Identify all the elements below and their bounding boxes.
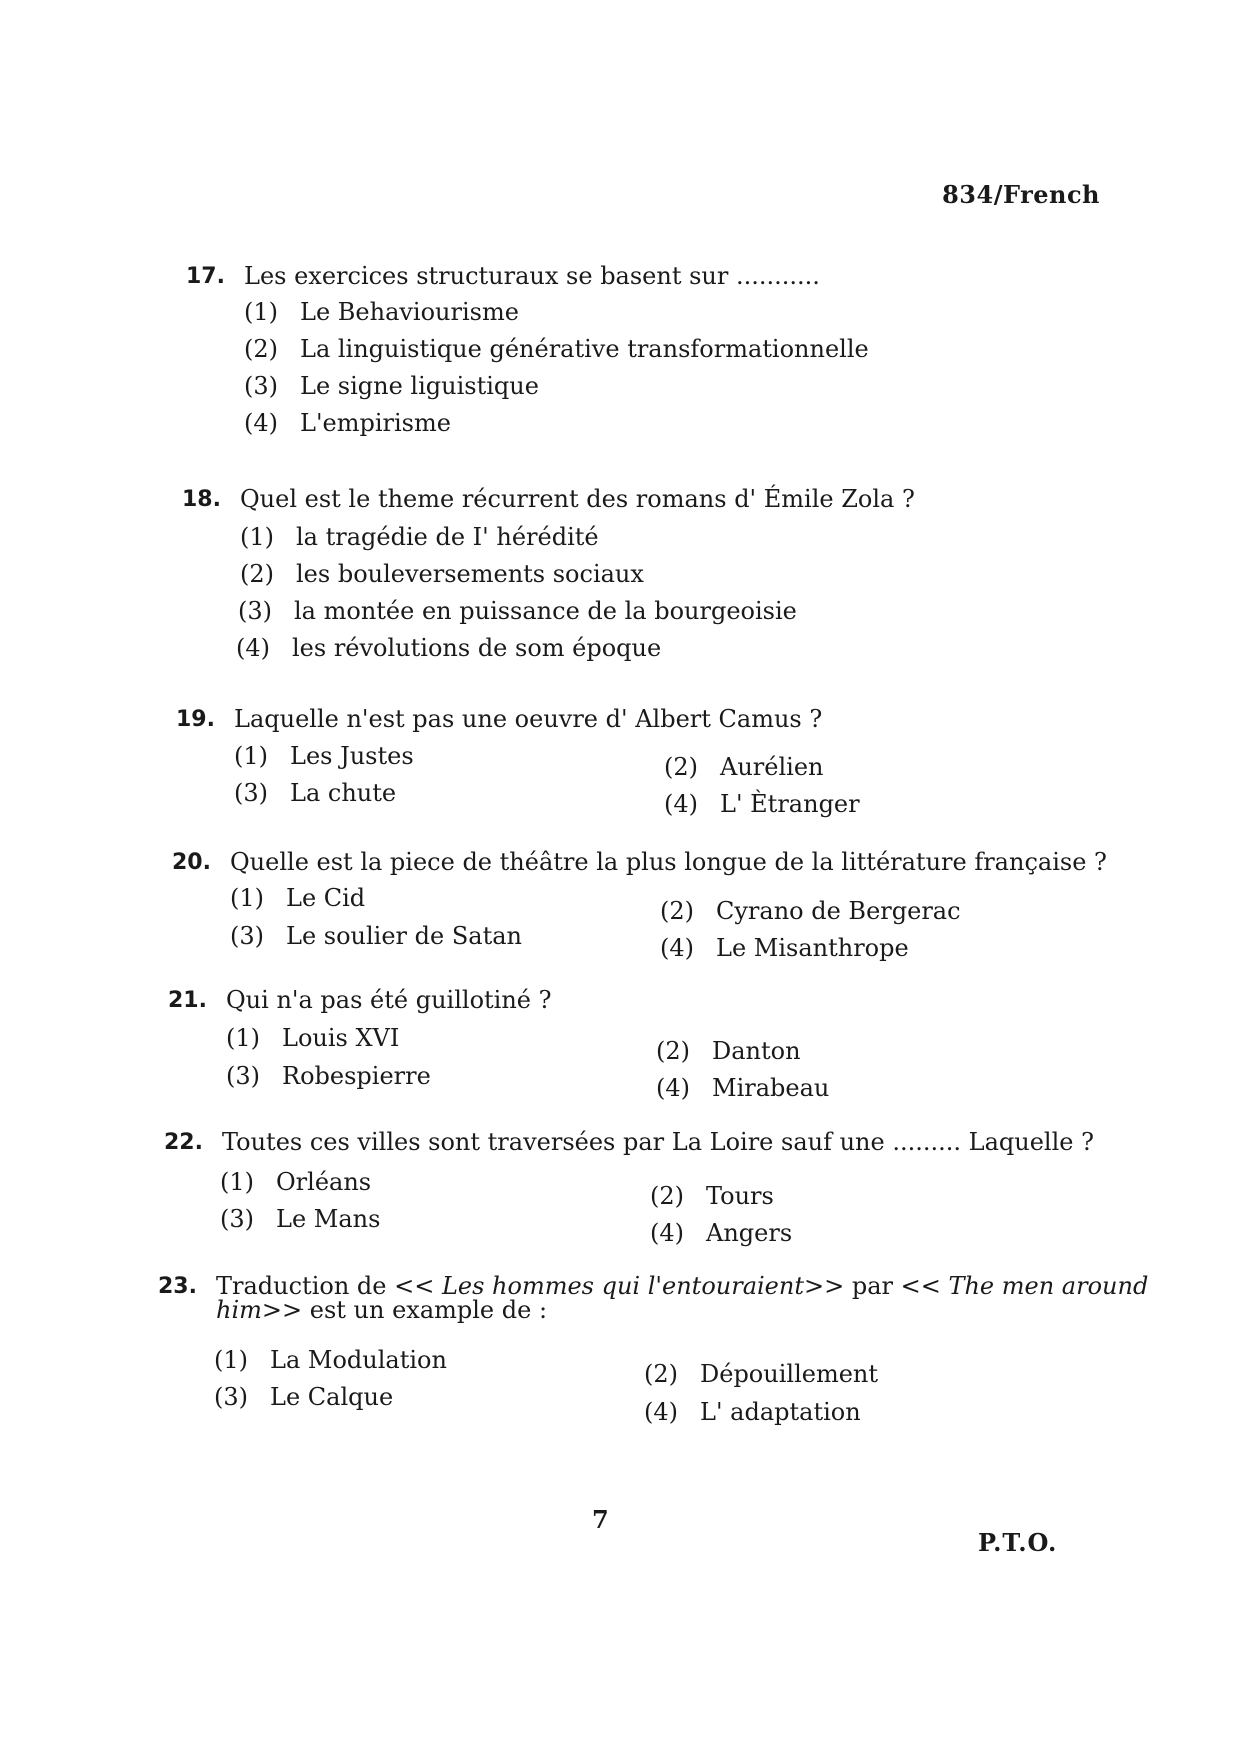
question-22 — [164, 1128, 1094, 1156]
option-text: La linguistique générative transformationnelle — [300, 335, 869, 363]
option — [656, 1074, 829, 1102]
option-number: (3) — [244, 372, 278, 400]
option — [230, 884, 365, 912]
option-number: (1) — [220, 1168, 254, 1196]
option — [220, 1168, 371, 1196]
option-text: Le Mans — [276, 1205, 381, 1233]
option — [650, 1182, 774, 1210]
option — [644, 1360, 878, 1388]
english-phrase: The men around — [948, 1272, 1149, 1300]
french-phrase: Les hommes qui l'entouraient — [441, 1272, 804, 1300]
question-stem: Quelle est la piece de théâtre la plus longue de la littérature française ? — [230, 848, 1107, 876]
option-text: Les Justes — [290, 742, 414, 770]
page-number: 7 — [592, 1505, 609, 1534]
option-text: L' adaptation — [700, 1398, 861, 1426]
option-text: Le Cid — [286, 884, 366, 912]
option-number: (4) — [236, 634, 270, 662]
question-number: 17. — [186, 264, 225, 289]
option-number: (1) — [230, 884, 264, 912]
question-stem: Toutes ces villes sont traversées par La Loire sauf une ......... Laquelle ? — [222, 1128, 1094, 1156]
option — [226, 1024, 399, 1052]
question-number: 23. — [158, 1274, 197, 1299]
option — [236, 634, 661, 662]
option-text: Le Behaviourisme — [300, 298, 519, 326]
option-text: Robespierre — [282, 1062, 431, 1090]
option-number: (3) — [238, 597, 272, 625]
question-stem: Qui n'a pas été guillotiné ? — [226, 986, 552, 1014]
option-number: (1) — [226, 1024, 260, 1052]
option — [214, 1383, 393, 1411]
option-number: (2) — [664, 753, 698, 781]
question-stem: Quel est le theme récurrent des romans d' Émile Zola ? — [240, 485, 915, 513]
option-number: (2) — [240, 560, 274, 588]
option-text: la tragédie de I' hérédité — [296, 523, 599, 551]
option-text: Cyrano de Bergerac — [716, 897, 961, 925]
question-number: 21. — [168, 988, 207, 1013]
option-text: Le soulier de Satan — [286, 922, 523, 950]
question-21 — [168, 986, 552, 1014]
option-number: (4) — [660, 934, 694, 962]
option-text: La Modulation — [270, 1346, 447, 1374]
question-stem: Les exercices structuraux se basent sur ........... — [244, 262, 820, 290]
option-number: (2) — [244, 335, 278, 363]
option — [660, 934, 909, 962]
option — [240, 523, 599, 551]
option-text: Louis XVI — [282, 1024, 400, 1052]
option-text: Danton — [712, 1037, 801, 1065]
option — [214, 1346, 447, 1374]
option — [220, 1205, 380, 1233]
option — [234, 779, 396, 807]
option-number: (3) — [226, 1062, 260, 1090]
option-number: (4) — [244, 409, 278, 437]
option — [244, 372, 539, 400]
option-text: les révolutions de som époque — [292, 634, 662, 662]
option — [244, 409, 451, 437]
option-number: (1) — [244, 298, 278, 326]
option-text: Aurélien — [720, 753, 824, 781]
option-text: Le Calque — [270, 1383, 394, 1411]
option — [664, 753, 823, 781]
question-20 — [172, 848, 1107, 876]
stem-text: Traduction de << — [216, 1272, 442, 1300]
option-number: (4) — [644, 1398, 678, 1426]
question-23 — [158, 1272, 1149, 1324]
paper-code: 834/French — [942, 180, 1100, 209]
option-text: L' Ètranger — [720, 790, 860, 818]
option-number: (1) — [214, 1346, 248, 1374]
option — [644, 1398, 861, 1426]
option — [650, 1219, 792, 1247]
option-number: (2) — [644, 1360, 678, 1388]
option-number: (2) — [660, 897, 694, 925]
option — [226, 1062, 431, 1090]
option-number: (3) — [230, 922, 264, 950]
option — [656, 1037, 801, 1065]
option-number: (1) — [240, 523, 274, 551]
question-18 — [182, 485, 915, 513]
question-17 — [186, 262, 820, 290]
option-text: La chute — [290, 779, 397, 807]
option-text: la montée en puissance de la bourgeoisie — [294, 597, 797, 625]
option-number: (3) — [214, 1383, 248, 1411]
question-number: 19. — [176, 707, 215, 732]
option-number: (4) — [656, 1074, 690, 1102]
stem-text: >> par << — [803, 1272, 949, 1300]
option-text: Dépouillement — [700, 1360, 879, 1388]
option-text: Angers — [706, 1219, 793, 1247]
question-number: 18. — [182, 487, 221, 512]
option — [244, 298, 519, 326]
option-number: (4) — [664, 790, 698, 818]
option — [244, 335, 869, 363]
stem-text: >> est un example de : — [261, 1296, 548, 1324]
option-number: (2) — [650, 1182, 684, 1210]
option-text: Tours — [706, 1182, 774, 1210]
option-number: (4) — [650, 1219, 684, 1247]
option-text: Le Misanthrope — [716, 934, 909, 962]
option-text: L'empirisme — [300, 409, 451, 437]
option-number: (2) — [656, 1037, 690, 1065]
option — [230, 922, 522, 950]
question-stem-line-2 — [216, 1296, 1148, 1324]
question-19 — [176, 705, 823, 733]
option-text: les bouleversements sociaux — [296, 560, 644, 588]
option — [234, 742, 414, 770]
english-phrase-end: him — [216, 1296, 262, 1324]
option — [660, 897, 961, 925]
option-number: (3) — [234, 779, 268, 807]
option-number: (1) — [234, 742, 268, 770]
question-number: 20. — [172, 850, 211, 875]
option — [664, 790, 860, 818]
option-text: Mirabeau — [712, 1074, 830, 1102]
pto-label: P.T.O. — [978, 1528, 1058, 1557]
option — [240, 560, 644, 588]
question-stem: Laquelle n'est pas une oeuvre d' Albert Camus ? — [234, 705, 823, 733]
option-number: (3) — [220, 1205, 254, 1233]
option — [238, 597, 797, 625]
question-number: 22. — [164, 1130, 203, 1155]
option-text: Orléans — [276, 1168, 372, 1196]
option-text: Le signe liguistique — [300, 372, 539, 400]
